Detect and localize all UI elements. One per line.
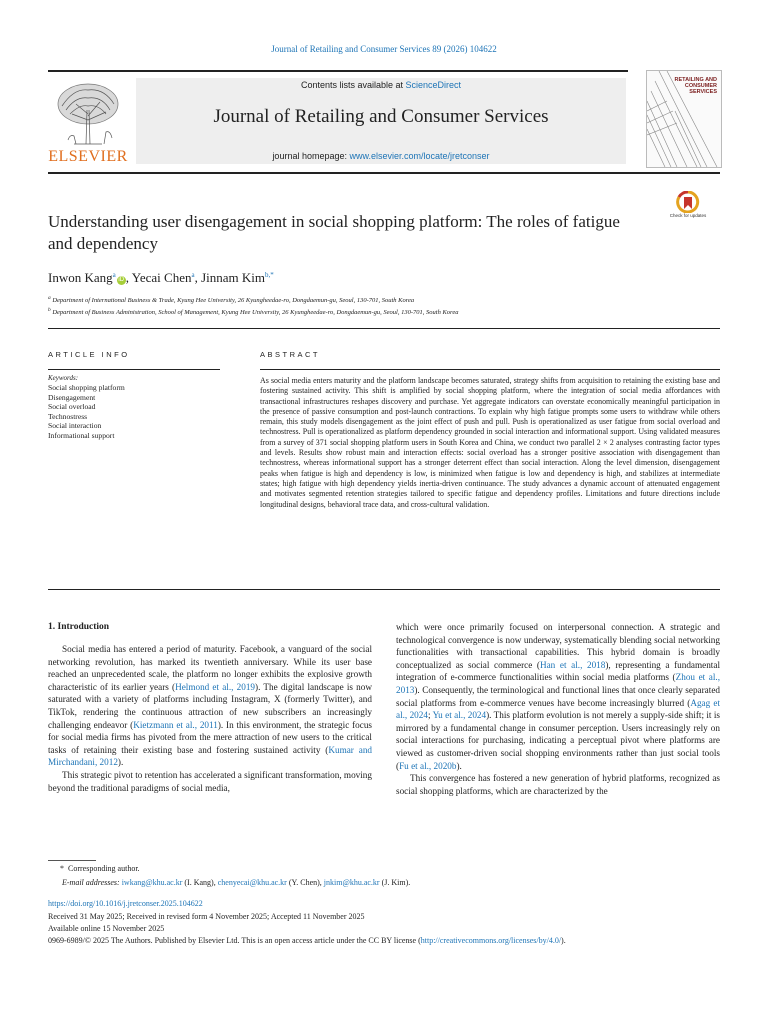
citation-link[interactable]: Helmond et al., 2019: [175, 681, 256, 692]
author-name[interactable]: Inwon Kang: [48, 270, 113, 285]
paragraph: This convergence has fostered a new generation of hybrid platforms, recognized as social shopping platforms, which are characterized by the: [396, 773, 720, 796]
article-info-rule: [48, 369, 220, 370]
citation-link[interactable]: Kietzmann et al., 2011: [133, 719, 218, 730]
affiliation-mark[interactable]: b,*: [265, 271, 274, 279]
header-rule: [48, 172, 720, 174]
citation-link[interactable]: Agag et al., 2024: [396, 697, 721, 721]
email-link[interactable]: iwkang@khu.ac.kr: [121, 878, 183, 887]
affiliation-b: $^b$ Department of Business Administration, School of Management, Kyung Hee University, 26 Kyungheedae-ro, Dongdaemun-gu, Seoul, 130-701, South Korea: [48, 307, 459, 317]
sciencedirect-link[interactable]: ScienceDirect: [405, 80, 462, 90]
email-link[interactable]: jnkim@khu.ac.kr: [323, 878, 380, 887]
section-rule: [48, 328, 720, 329]
footnote-rule: [48, 860, 96, 861]
check-for-updates-button[interactable]: [669, 191, 707, 227]
author-list: Inwon Kang$^a$iD , Yecai Chen$^a$, Jinnam Kim$^{b,*}$: [48, 270, 274, 285]
citation-link[interactable]: Zhou et al., 2013: [396, 672, 720, 695]
paragraph: which were once primarily focused on interpersonal connection. A strategic and technological convergence is now underway, systematically blending social networking functionalities with transactional capabilities. This hybrid domain is broadly conceptualized as social commerce (Han et al., 2018), representing a fundamental integration of e-commerce functionalities within social media platforms (Zhou et al., 2013). Consequently, the terminological and functional lines that once clearly separated social platforms from e-commerce venues have become increasingly blurred (Agag et al., 2024; Yu et al., 2024). This platform evolution is not merely a supply-side shift; it is mirrored by a fundamental change in consumer perception. Users increasingly rely on social interactions for purchasing, indicating a perceptual pivot where platforms are viewed as customer-driven social shopping environments rather than just social tools (Fu et al., 2020b).: [396, 622, 721, 771]
received-dates: Received 31 May 2025; Received in revised form 4 November 2025; Accepted 11 November 2025: [48, 912, 365, 921]
keyword: Technostress: [48, 411, 88, 421]
homepage-line: journal homepage: www.elsevier.com/locate/jretconser: [272, 151, 490, 161]
citation-link[interactable]: Han et al., 2018: [539, 659, 606, 670]
keywords-label: Keywords:: [48, 374, 79, 382]
elsevier-tree-icon: [54, 80, 122, 146]
keyword: Social shopping platform: [48, 383, 125, 392]
keyword: Disengagement: [48, 392, 96, 402]
keyword: Social interaction: [48, 421, 102, 431]
paragraph: Social media has entered a period of maturity. Facebook, a vanguard of the social networking revolution, has marked its twentieth anniversary. While its user base reached an unprecedented scale, the platform no longer exhibits the explosive growth characteristic of its earlier years (Helmond et al., 2019). The digital landscape is now saturated with a variety of platforms including Instagram, X (formerly Twitter), and TikTok, rendering the continuous attraction of new subscribers an increasingly challenging endeavor (Kietzmann et al., 2011). In this environment, the strategic focus for social media firms has pivoted from the mere attraction of new users to the critical tasks of retaining their existing base and fostering sustained activity (Kumar and Mirchandani, 2012).: [48, 644, 373, 768]
keyword: Informational support: [48, 430, 115, 440]
citation-link[interactable]: Kumar and Mirchandani, 2012: [48, 744, 373, 768]
elsevier-logo[interactable]: [48, 80, 128, 166]
abstract-heading: ABSTRACT: [260, 350, 321, 359]
email-addresses: E-mail addresses: iwkang@khu.ac.kr (I. Kang), chenyecai@khu.ac.kr (Y. Chen), jnkim@khu.ac.kr (J. Kim).: [62, 878, 411, 887]
check-updates-label: Check for updates: [669, 213, 707, 218]
abstract-rule: [260, 369, 720, 370]
corresponding-author-note: * Corresponding author.: [60, 864, 140, 873]
available-online-date: Available online 15 November 2025: [48, 924, 165, 933]
journal-cover-thumbnail[interactable]: [646, 70, 722, 168]
keyword: Social overload: [48, 402, 96, 412]
body-column-left: [48, 643, 372, 794]
journal-homepage-link[interactable]: www.elsevier.com/locate/jretconser: [349, 151, 490, 161]
affiliation-mark[interactable]: a: [112, 271, 116, 279]
keyword-list: [48, 383, 125, 441]
body-column-right: [396, 621, 720, 797]
orcid-icon[interactable]: iD: [118, 277, 125, 283]
publisher-name: ELSEVIER: [48, 148, 128, 165]
article-info-heading: ARTICLE INFO: [48, 350, 130, 359]
citation-link[interactable]: Fu et al., 2020b: [399, 760, 457, 771]
license-statement: 0969-6989/© 2025 The Authors. Published by Elsevier Ltd. This is an open access article under the CC BY license (http://creativecommons.org/licenses/by/4.0/).: [48, 936, 566, 945]
doi-link[interactable]: https://doi.org/10.1016/j.jretconser.2025.104622: [48, 899, 203, 908]
abstract-text: As social media enters maturity and the platform landscape becomes saturated, strategy shifts from acquisition to retaining the existing base and fostering sustained activity. This shift is amplified by social shopping platform, where the integration of social media affordances with transactional infrastructures reshapes discovery and purchase. Yet aggregate indicators can overstate economically meaningful participation in the presence of passive consumption and post-launch contractions. To explain why high fatigue prompts some users to withdraw while others remain, this study models disengagement as the joint effect of push and pull. Push is operationalized as user fatigue from social overload and technostress. Pull is operationalized as platform dependency grounded in social interaction and informational support. Using validated measures from a survey of 371 social shopping platform users in South Korea and China, we conduct two parallel 2 × 2 analyses contrasting factor types and levels. Results show robust main and interaction effects: social overload has a stronger positive association with disengagement than technostress, whereas informational support has a stronger deterrent effect than social interaction. Along the level dimension, disengagement peaks when fatigue is high and dependency is low, is minimized when fatigue is low and dependency is high, and stabilizes at intermediate states; high fatigue with high dependency yields inertia-driven continuance. The study advances a dynamic account of attenuated engagement and motivates segmented retention strategies tailored to specific fatigue and dependency profiles. Limitations and future directions include longitudinal designs, behavioral trace data, and cross-cultural validation.: [260, 376, 720, 509]
author-name[interactable]: Yecai Chen: [131, 270, 192, 285]
contents-line: Contents lists available at ScienceDirect: [300, 80, 462, 90]
journal-reference-link[interactable]: Journal of Retailing and Consumer Services 89 (2026) 104622: [271, 44, 497, 54]
journal-title: Journal of Retailing and Consumer Services: [213, 106, 549, 127]
cover-title: RETAILING AND CONSUMER SERVICES: [674, 77, 717, 95]
citation-link[interactable]: Yu et al., 2024: [432, 710, 487, 721]
affiliation-a: $^a$ Department of International Business & Trade, Kyung Hee University, 26 Kyungheedae-ro, Dongdaemun-gu, Seoul, 130-701, South Korea: [48, 295, 415, 305]
article-title: Understanding user disengagement in social shopping platform: The roles of fatigue and dependency: [48, 212, 620, 253]
asterisk-mark: *: [60, 864, 64, 873]
paragraph: This strategic pivot to retention has accelerated a significant transformation, moving beyond the traditional paradigms of social media,: [48, 769, 372, 793]
abstract-bottom-rule: [48, 589, 720, 590]
affiliation-mark[interactable]: a: [191, 271, 195, 279]
license-link[interactable]: http://creativecommons.org/licenses/by/4.0/: [420, 936, 562, 945]
check-updates-icon: [673, 191, 703, 213]
author-name[interactable]: Jinnam Kim: [201, 270, 266, 285]
introduction-heading: 1. Introduction: [48, 622, 110, 632]
email-link[interactable]: chenyecai@khu.ac.kr: [217, 878, 287, 887]
